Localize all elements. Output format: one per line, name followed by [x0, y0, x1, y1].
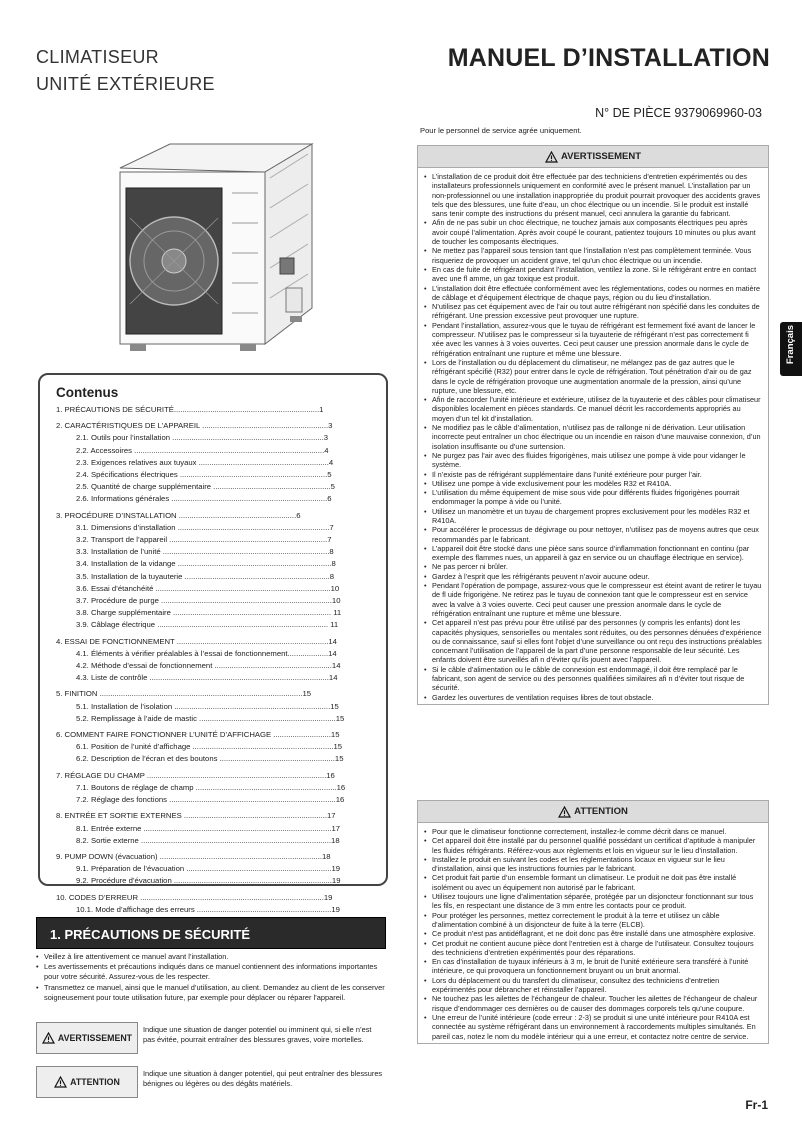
caution-item: • Ce produit n’est pas antidéflagrant, et ne doit donc pas être installé dans une atmosphère explosive. [424, 929, 762, 938]
toc-entry: 3.7. Procédure de purge ................................................................................10 [76, 596, 341, 606]
product-line-2: UNITÉ EXTÉRIEURE [36, 74, 215, 94]
warning-box [417, 145, 769, 705]
legend-warning-text: Indique une situation de danger potentiel ou imminent qui, si elle n’est pas évitée, pourrait entraîner des blessures graves, voire mortelles. [143, 1025, 372, 1044]
toc-entry: 4. ESSAI DE FONCTIONNEMENT .......................................................................14 [56, 636, 337, 646]
caution-item: • Ne touchez pas les ailettes de l’échangeur de chaleur. Toucher les ailettes de l’échangeur de chaleur risque d’endommager ces dernières ou de causer des dommages corporels tels qu’une coupure. [424, 994, 762, 1013]
warning-item: • Utilisez un manomètre et un tuyau de chargement propres exclusivement pour les modèles R32 et R410A. [424, 507, 762, 526]
toc-entry: 3.8. Charge supplémentaire .......................................................................... 11 [76, 608, 342, 618]
toc-entry: 4.2. Méthode d’essai de fonctionnement .......................................................14 [76, 661, 341, 671]
warning-item: • Ne modifiez pas le câble d’alimentation, n’utilisez pas de rallonge ni de dérivation. Leur utilisation incorrecte peut entraîner un choc électrique ou un incendie en raison d’une mauvaise connexion, d’un isolation insuffisante ou d’une surtension. [424, 423, 762, 451]
warning-box-title: AVERTISSEMENT [560, 151, 642, 162]
section-1-intro [36, 952, 388, 1003]
toc-entry: 2.4. Spécifications électriques .....................................................................5 [76, 470, 332, 480]
toc-entry: 3.5. Installation de la tuyauterie ....................................................................8 [76, 571, 335, 581]
warning-list [418, 168, 768, 704]
toc-title: Contenus [56, 385, 119, 400]
toc-entry: 2.2. Accessoires .........................................................................................4 [76, 445, 329, 455]
toc-entry: 10.1. Mode d’affichage des erreurs ...............................................................19 [76, 904, 340, 914]
header-product-type [36, 44, 215, 98]
warning-triangle-icon [42, 1032, 55, 1044]
warning-item: • En cas de fuite de réfrigérant pendant l’installation, ventilez la zone. Si le réfrigérant entre en contact avec une fl amme, un gaz toxique est produit. [424, 265, 762, 284]
toc-entry: 2.3. Exigences relatives aux tuyaux .............................................................4 [76, 457, 334, 467]
warning-item: • Pour accélérer le processus de dégivrage ou pour nettoyer, n’utilisez pas de moyens autres que ceux recommandés par le fabricant. [424, 525, 762, 544]
caution-box-title: ATTENTION [574, 806, 628, 817]
toc-entry: 6.1. Position de l’unité d’affichage ..................................................................15 [76, 742, 343, 752]
warning-item: • Ne mettez pas l’appareil sous tension tant que l’installation n’est pas complètement terminée. Vous risqueriez de provoquer un accident grave, tel qu’un choc électrique ou un incendie. [424, 246, 762, 265]
warning-item: • Pendant l’installation, assurez-vous que le tuyau de réfrigérant est fermement fixé avant de lancer le compresseur. N’utilisez pas le compresseur si la tuyauterie de réfrigérant n’est pas correctement fi xée avec les vannes à 3 voies ouvertes. Ceci peut causer une pression anormale dans le cycle de réfrigération entraînant une rupture et même une blessure. [424, 321, 762, 358]
warning-triangle-icon [545, 151, 558, 163]
caution-item: • Pour que le climatiseur fonctionne correctement, installez-le comme décrit dans ce manuel. [424, 827, 762, 836]
caution-list [418, 823, 768, 1043]
warning-item: • L’installation doit être effectuée conformément avec les réglementations, codes ou normes en matière de câblage et d’équipement électrique de chaque pays, région ou du lieu d’installation. [424, 284, 762, 303]
table-of-contents [38, 373, 388, 914]
legend-warning-label [36, 1022, 138, 1054]
part-number: N° DE PIÈCE 9379069960-03 [595, 106, 762, 120]
warning-item: • L’appareil doit être stocké dans une pièce sans source d’inflammation fonctionnant en continu (par exemple des flammes nues, un appareil à gaz en service ou un chauffage électrique en service). [424, 544, 762, 563]
outdoor-unit-illustration [100, 138, 330, 373]
service-note: Pour le personnel de service agrée uniquement. [420, 126, 582, 135]
section-1-title: 1. PRÉCAUTIONS DE SÉCURITÉ [36, 917, 386, 949]
warning-item: • Gardez les ouvertures de ventilation requises libres de tout obstacle. [424, 693, 762, 702]
warning-item: • Utilisez une pompe à vide exclusivement pour les modèles R32 et R410A. [424, 479, 762, 488]
page-number: Fr-1 [745, 1098, 768, 1112]
warning-item: • Ne pas percer ni brûler. [424, 562, 762, 571]
toc-entry: 3.9. Câblage électrique ................................................................................ 11 [76, 620, 339, 630]
warning-item: • L’utilisation du même équipement de mise sous vide pour différents fluides frigorigènes pourrait endommager la pompe à vide ou l’unité. [424, 488, 762, 507]
toc-entry: 4.3. Liste de contrôle ....................................................................................14 [76, 673, 338, 683]
legend-warning [36, 1022, 388, 1054]
legend-caution-label [36, 1066, 138, 1098]
toc-entry: 5. FINITION ...............................................................................................15 [56, 689, 312, 699]
toc-entry: 6.2. Description de l’écran et des boutons ......................................................15 [76, 754, 344, 764]
toc-entry: 3.2. Transport de l’appareil ..........................................................................7 [76, 535, 332, 545]
toc-entry: 9. PUMP DOWN (évacuation) ............................................................................18 [56, 851, 331, 861]
toc-entry: 5.2. Remplissage à l’aide de mastic ................................................................15 [76, 713, 345, 723]
toc-entry: 8.2. Sortie externe .........................................................................................18 [76, 835, 340, 845]
toc-entry: 3.1. Dimensions d’installation .......................................................................7 [76, 522, 334, 532]
toc-entry: 2.1. Outils pour l’installation .......................................................................3 [76, 433, 329, 443]
toc-entry: 7.2. Réglage des fonctions ..............................................................................16 [76, 795, 345, 805]
product-line-1: CLIMATISEUR [36, 47, 159, 67]
toc-entry: 3. PROCÉDURE D’INSTALLATION .......................................................6 [56, 510, 301, 520]
toc-entry: 6. COMMENT FAIRE FONCTIONNER L’UNITÉ D’AFFICHAGE ...........................15 [56, 730, 340, 740]
toc-entry: 1. PRÉCAUTIONS DE SÉCURITÉ....................................................................1 [56, 405, 324, 414]
intro-bullet: • Les avertissements et précautions indiqués dans ce manuel contiennent des informations importantes pour votre sécurité. Assurez-vous de les respecter. [36, 962, 388, 982]
legend-caution-label-text: ATTENTION [70, 1077, 120, 1087]
warning-item: • Gardez à l’esprit que les réfrigérants peuvent n’avoir aucune odeur. [424, 572, 762, 581]
warning-item: • L’installation de ce produit doit être effectuée par des techniciens d’entretien expérimentés ou des installateurs professionnels uniquement en conformité avec le présent manuel. L’installation par un non-professionnel ou une installation inappropriée du produit pourrait provoquer des accidents graves tels que des blessures, une fuite d’eau, un choc électrique ou un incendie. Si le produit est installé sans tenir compte des instructions du présent manuel, ceci annulera la garantie du fabricant. [424, 172, 762, 218]
warning-item: • N’utilisez pas cet équipement avec de l’air ou tout autre réfrigérant non spécifié dans les conduites de réfrigérant. Une pression excessive peut provoquer une rupture. [424, 302, 762, 321]
toc-entry: 7. RÉGLAGE DU CHAMP ....................................................................................16 [56, 770, 335, 780]
toc-entry: 8.1. Entrée externe ........................................................................................17 [76, 823, 341, 833]
toc-entry: 5.1. Installation de l’isolation .........................................................................15 [76, 701, 339, 711]
manual-title: MANUEL D’INSTALLATION [447, 44, 770, 72]
caution-item: • Cet produit fait partie d’un ensemble formant un climatiseur. Le produit ne doit pas être installé isolément ou avec un équipement non autorisé par le fabricant. [424, 873, 762, 892]
toc-entry: 10. CODES D’ERREUR ......................................................................................19 [56, 892, 333, 902]
legend-caution-text: Indique une situation à danger potentiel, qui peut entraîner des blessures bénignes ou légères ou des dégâts matériels. [143, 1069, 383, 1088]
toc-entry: 2. CARACTÉRISTIQUES DE L’APPAREIL ...........................................................3 [56, 421, 333, 431]
toc-entry: 8. ENTRÉE ET SORTIE EXTERNES ...................................................................17 [56, 811, 336, 821]
caution-item: • Cet produit ne contient aucune pièce dont l’entretien est à charge de l’utilisateur. Consultez toujours des techniciens d’entretien expérimentés pour des réparations. [424, 939, 762, 958]
warning-triangle-icon [558, 806, 571, 818]
toc-entry: 3.6. Essai d’étanchéité ..................................................................................10 [76, 583, 340, 593]
intro-bullet: • Transmettez ce manuel, ainsi que le manuel d’utilisation, au client. Demandez au client de les conserver soigneusement pour toute utilisation future, par exemple pour déplacer ou réparer l’appareil. [36, 983, 388, 1003]
caution-box-header [418, 801, 768, 823]
warning-item: • Il n’existe pas de réfrigérant supplémentaire dans l’unité extérieure pour purger l’air. [424, 470, 762, 479]
warning-item: • Afin de raccorder l’unité intérieure et extérieure, utilisez de la tuyauterie et des câbles pour climatiseur disponibles localement en pièces standards. Ce manuel décrit les raccordements appropriés au moyen d’un tel kit d’installation. [424, 395, 762, 423]
toc-entry: 2.5. Quantité de charge supplémentaire .......................................................5 [76, 482, 335, 492]
warning-item: • Pendant l’opération de pompage, assurez-vous que le compresseur est éteint avant de retirer le tuyau de fl uide frigorigène. Ne retirez pas le tuyau de connexion tant que le compresseur est en service avec la valve à 3 voies ouverte. Ceci peut causer une pression anormale dans le cycle de réfrigération entraînant une rupture et même une blessure. [424, 581, 762, 618]
caution-item: • Cet appareil doit être installé par du personnel qualifié possédant un certificat d’aptitude à manipuler les fluides réfrigérants. Référez-vous aux règlements et lois en vigueur sur le lieu d’installation. [424, 836, 762, 855]
caution-item: • En cas d’installation de tuyaux inférieurs à 3 m, le bruit de l’unité extérieure sera transféré à l’unité intérieure, ce qui provoquera un fonctionnement bruyant ou un bruit anormal. [424, 957, 762, 976]
caution-box [417, 800, 769, 1044]
warning-item: • Si le câble d’alimentation ou le câble de connexion est endommagé, il doit être remplacé par le fabricant, son agent de service ou des personnes qualifiées similaires afi n d’éviter tout risque de sécurité. [424, 665, 762, 693]
warning-item: • Cet appareil n’est pas prévu pour être utilisé par des personnes (y compris les enfants) dont les capacités physiques, sensorielles ou mentales sont réduites, ou des personnes dénuées d’expérience ou de connaissance, sauf si elles font l’objet d’une surveillance ou ont reçu des instructions préalables concernant l’utilisation de l’appareil de la part d’une personne responsable de leur sécurité. Les enfants doivent être surveillés afi n d’éviter qu’ils jouent avec l’appareil. [424, 618, 762, 664]
caution-item: • Une erreur de l’unité intérieure (code erreur : 2-3) se produit si une unité intérieure pour R410A est connectée au système réfrigérant dans un environnement à raccordements multiples simultanés. En pareil cas, notez le nom du modèle intérieur qui a une erreur, et contactez notre centre de service. [424, 1013, 762, 1041]
toc-entry: 7.1. Boutons de réglage de champ ..................................................................16 [76, 782, 346, 792]
intro-bullet: • Veillez à lire attentivement ce manuel avant l’installation. [36, 952, 388, 962]
toc-entry: 3.3. Installation de l’unité ..............................................................................8 [76, 547, 334, 557]
caution-item: • Utilisez toujours une ligne d’alimentation séparée, protégée par un disjoncteur fonctionnant sur tous les fils, en respectant une distance de 3 mm entre les contacts pour ce produit. [424, 892, 762, 911]
caution-item: • Pour protéger les personnes, mettez correctement le produit à la terre et utilisez un câble d’alimentation combiné à un disjoncteur de fuite à la terre (ELCB). [424, 911, 762, 930]
caution-item: • Installez le produit en suivant les codes et les réglementations locaux en vigueur sur le lieu d’installation, ainsi que les instructions fournies par le fabricant. [424, 855, 762, 874]
language-tab-label: Français [785, 325, 796, 365]
language-tab [780, 322, 802, 376]
legend-warning-label-text: AVERTISSEMENT [57, 1033, 133, 1043]
toc-entry: 9.2. Procédure d’évacuation ..........................................................................19 [76, 876, 341, 886]
toc-entry: 3.4. Installation de la vidange ........................................................................8 [76, 559, 336, 569]
warning-item: • Afin de ne pas subir un choc électrique, ne touchez jamais aux composants électriques peu après avoir coupé l’alimentation. Après avoir coupé le courant, patientez toujours 10 minutes ou plus avant de toucher les composants électriques. [424, 218, 762, 246]
warning-triangle-icon [54, 1076, 67, 1088]
toc-entry: 4.1. Éléments à vérifier préalables à l’essai de fonctionnement...................14 [76, 648, 337, 658]
toc-entry: 2.6. Informations générales .........................................................................6 [76, 494, 332, 504]
warning-item: • Lors de l’installation ou du déplacement du climatiseur, ne mélangez pas de gaz autres que le réfrigérant spécifié (R32) pour entrer dans le cycle de réfrigération. Tout pénétration d’air ou de gaz dans le cycle de réfrigération provoque une augmentation anormale de la pression, ainsi qu’une rupture, une blessure, etc. [424, 358, 762, 395]
legend-caution [36, 1066, 388, 1098]
toc-list [56, 404, 372, 928]
caution-item: • Lors du déplacement ou du transfert du climatiseur, consultez des techniciens d’entretien expérimentés pour débrancher et réinstaller l’appareil. [424, 976, 762, 995]
warning-item: • Ne purgez pas l’air avec des fluides frigorigènes, mais utilisez une pompe à vide pour vidanger le système. [424, 451, 762, 470]
warning-box-header [418, 146, 768, 168]
toc-entry: 9.1. Préparation de l’évacuation ....................................................................19 [76, 864, 341, 874]
